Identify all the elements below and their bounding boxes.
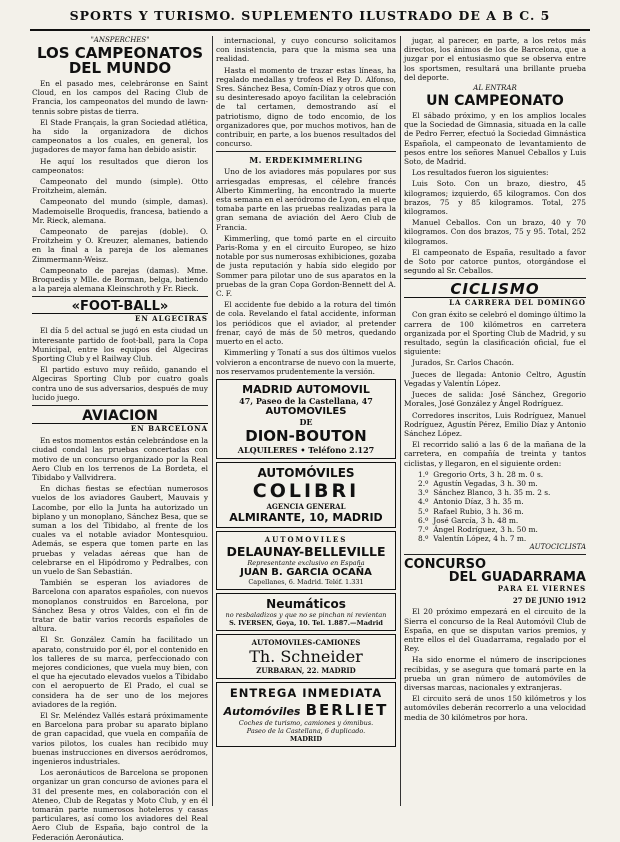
list-item: 6.º José García, 3 h. 48 m. xyxy=(418,515,519,525)
article-campeonatos xyxy=(32,79,208,293)
section-kicker: AL ENTRAR xyxy=(473,84,517,93)
ad-delaunay xyxy=(216,531,396,590)
column-1 xyxy=(32,36,208,842)
headline-guadarrama: DEL GUADARRAMA xyxy=(448,570,586,586)
ad-text: AUTOMÓVILES xyxy=(257,465,355,480)
ad-text: ALQUILERES • Teléfono 2.127 xyxy=(237,444,375,455)
paragraph: Corredores inscritos, Luis Rodríguez, Manuel Rodríguez, Agustín Pérez, Emilio Díaz y Antonio Sánchez López. xyxy=(404,410,586,438)
headline-un-campeonato: UN CAMPEONATO xyxy=(426,93,564,110)
ad-text: Paseo de la Castellana, 6 duplicado. xyxy=(246,726,366,735)
ad-text: ZURBARAN, 22. MADRID xyxy=(256,665,356,675)
paragraph: El día 5 del actual se jugó en esta ciudad un interesante partido de foot-ball, para la Copa Municipal, entre los equipos del Algeciras Sporting Club y el Railway Club. xyxy=(32,326,208,364)
list-item: 7.º Ángel Rodríguez, 3 h. 50 m. xyxy=(418,524,538,534)
ad-text: AUTOMOVILES xyxy=(265,405,347,417)
headline-concurso: CONCURSO xyxy=(404,557,486,573)
paragraph: El recorrido salió a las 6 de la mañana de la carretera, en compañía de treinta y tantos ciclistas, y llegaron, en el siguiente orden: xyxy=(404,440,586,468)
column-3 xyxy=(404,36,586,806)
ad-text: S. IVERSEN, Goya, 10. Tel. 1.887.—Madrid xyxy=(229,618,383,627)
column-rule xyxy=(212,36,213,806)
subhead-viernes: PARA EL VIERNES xyxy=(497,584,586,594)
list-item: 2.º Agustín Vegadas, 3 h. 30 m. xyxy=(418,478,538,488)
ad-text: DELAUNAY-BELLEVILLE xyxy=(226,543,386,559)
paragraph: He aquí los resultados que dieron los campeonatos: xyxy=(32,156,208,175)
divider xyxy=(32,405,208,406)
ad-schneider xyxy=(216,634,396,679)
ad-text: Representante exclusivo en España xyxy=(247,558,365,567)
results-list xyxy=(404,470,586,544)
paragraph: El Sr. González Camín ha facilitado un aparato, construido por él, por el contenido en los talleres de su marca, perfeccionado con mejores condiciones, que vuela muy bien, con el que ha ejecutado elevados vuelos a Tibidabo con el aeropuerto de El Prado, el cual se considera ha de ser uno de los mejores aviadores de la región. xyxy=(32,635,208,709)
ad-text: Capellanes, 6. Madrid. Teléf. 1.331 xyxy=(248,577,364,586)
ad-madrid-automovil xyxy=(216,379,396,459)
list-item: 8.º Valentín López, 4 h. 7 m. xyxy=(418,534,527,544)
ad-text: Neumáticos xyxy=(266,596,346,611)
headline-campeonatos: LOS CAMPEONATOS xyxy=(36,44,204,62)
paragraph: En dichas fiestas se efectúan numerosos vuelos de los aviadores Gaubert, Mauvais y Lacombe, por ello la Junta ha autorizado un biplano y un monoplano, Sánchez Besa, que se suman a los del Tibidabo, al frente de los cuales va el notable aviador Montesquiou. Además, se espera que tomen parte en las pruebas y veladas aéreas que han de celebrarse en el Hipódromo y Pedralbes, con un vuelo de San Sebastián. xyxy=(32,484,208,576)
paragraph: En estos momentos están celebrándose en la ciudad condal las pruebas concertadas con motivo de un concurso organizado por la Real Aero Club en los terrenos de La Bordeta, el Tibidabo y Vallvidrera. xyxy=(32,436,208,482)
ad-neumaticos xyxy=(216,593,396,631)
paragraph: Hasta el momento de trazar estas líneas, ha regalado medallas y trofeos el Rey D. Alfonso, Sres. Sánchez Besa, Comín-Díaz y otros que con su desinteresado apoyo facilitan la celebración de tal certamen, demostrando así el patriotismo, digno de todo encomio, de los organizadores que, por muchos motivos, han de contribuir, en parte, a los buenos resultados del concurso. xyxy=(216,65,396,149)
paragraph: Jueces de llegada: Antonio Celtro, Agustín Vegadas y Valentín López. xyxy=(404,369,586,388)
headline-kimmerling: M. ERDEKIMMERLING xyxy=(249,155,363,166)
ad-text: AUTOMOVILES-CAMIONES xyxy=(251,637,361,647)
ad-text: DE xyxy=(299,416,313,427)
page-header: SPORTS Y TURISMO. SUPLEMENTO ILUSTRADO DE A B C. 5 xyxy=(69,8,551,23)
divider xyxy=(216,151,396,152)
divider xyxy=(404,554,586,555)
ad-text: AGENCIA GENERAL xyxy=(266,501,346,511)
paragraph: Ha sido enorme el número de inscripciones recibidas, y se asegura que tomará parte en la prueba un gran número de automóviles de diversas marcas, nacionales y extranjeras. xyxy=(404,655,586,692)
ad-berliet xyxy=(216,682,396,747)
subhead-barcelona: EN BARCELONA xyxy=(32,423,208,433)
paragraph: Los aeronáuticos de Barcelona se proponen organizar un gran concurso de aviones para el 31 del presente mes, en colaboración con el Ateneo, Club de Regatas y Moto Club, y en él tomarán parte numerosos hoteleros y casas particulares, así como los aviadores del Real Aero Club de España, bajo control de la Federación Aeronáutica. xyxy=(32,768,208,842)
headline-ciclismo: CICLISMO xyxy=(450,280,540,299)
paragraph: Kimmerling, que tomó parte en el circuito Paris-Roma y en el circuito Europeo, se hizo notable por sus numerosas exhibiciones, gozaba de justa reputación y había sido elegido por Sommer para pilotar uno de sus aparatos en la pruebas de la gran Copa Gordon-Bennett del A. C. F. xyxy=(216,233,396,299)
ad-text: MADRID xyxy=(290,734,322,743)
divider xyxy=(404,278,586,279)
ad-text: DION-BOUTON xyxy=(245,426,367,445)
paragraph: El circuito será de unos 150 kilómetros y los automóviles deberán recorrerlo a una velocidad media de 30 kilómetros por hora. xyxy=(404,694,586,722)
paragraph: En el pasado mes, celebráronse en Saint Cloud, en los campos del Racing Club de Francia, los campeonatos del mundo de lawn-tennis sobre pistas de tierra. xyxy=(32,79,208,116)
column-rule xyxy=(400,36,401,806)
paragraph: Campeonato de parejas (doble). O. Froitzheim y O. Kreuzer, alemanes, batiendo en la final a la pareja de los alemanes Zimmermann-Weisz. xyxy=(32,227,208,264)
paragraph: El Stade Français, la gran Sociedad atlética, ha sido la organizadora de dichos campeonatos a los cuales, en general, los jugadores de mayor fama han debido asistir. xyxy=(32,117,208,155)
paragraph: internacional, y cuyo concurso solicitamos con insistencia, para que la misma sea una realidad. xyxy=(216,36,396,64)
paragraph: El 20 próximo empezará en el circuito de la Sierra el concurso de la Real Automóvil Club de España, en que se disputan varios premios, y entre ellos el del Guadarrama, regalado por el Rey. xyxy=(404,607,586,654)
subhead-date: 27 DE JUNIO 1912 xyxy=(512,596,586,606)
ad-text: Coches de turismo, camiones y ómnibus. xyxy=(238,718,374,727)
ad-text: BERLIET xyxy=(305,700,389,719)
paragraph: El partido estuvo muy reñido, ganando el Algeciras Sporting Club por cuatro goals contra uno de sus adversarios, después de muy lucido juego. xyxy=(32,365,208,402)
paragraph: El sábado próximo, y en los amplios locales que la Sociedad de Gimnasia, situada en la calle de Pedro Ferrer, efectuó la Sociedad Gimnástica Española, el campeonato de levantamiento de pesos entre los señores Manuel Ceballos y Luis Soto, de Madrid. xyxy=(404,111,586,167)
paragraph: jugar, al parecer, en parte, a los retos más directos, los ánimos de los de Barcelona, que a juzgar por el entusiasmo que se observa entre los sportsmen, resultará una brillante prueba del deporte. xyxy=(404,36,586,82)
signature: AUTOCICLISTA xyxy=(529,543,586,552)
paragraph: Los resultados fueron los siguientes: xyxy=(412,168,549,178)
divider xyxy=(32,296,208,297)
paragraph: Jueces de salida: José Sánchez, Gregorio Morales, José González y Ángel Rodríguez. xyxy=(404,390,586,409)
subhead-carrera: LA CARRERA DEL DOMINGO xyxy=(404,297,586,307)
paragraph: Campeonato del mundo (simple). Otto Froitzheim, alemán. xyxy=(32,177,208,196)
list-item: 3.º Sánchez Blanco, 3 h. 35 m. 2 s. xyxy=(418,488,551,498)
paragraph: El campeonato de España, resultado a favor de Soto por catorce puntos, otorgándose el segundo al Sr. Ceballos. xyxy=(404,247,586,276)
paragraph: El Sr. Meléndez Vallés estará próximamente en Barcelona para probar su aparato biplano de gran capacidad, que vuela en compañía de varios pilotos, los cuales han recibido muy buenas instrucciones en diversos aeródromos, ingenieros industriales. xyxy=(32,710,208,766)
ad-text: ENTREGA INMEDIATA xyxy=(229,685,383,700)
paragraph: Campeonato de parejas (damas). Mme. Broquedis y Mlle. de Borman, belga, batiendo a la pareja alemana Kleinschroth y Fr. Rieck. xyxy=(32,265,208,294)
ad-text: COLIBRI xyxy=(252,479,360,502)
ad-text: JUAN B. GARCIA OCAÑA xyxy=(240,566,372,578)
ad-text: Automóviles xyxy=(223,704,301,718)
paragraph: Uno de los aviadores más populares por sus arriesgadas empresas, el célebre francés Alberto Kimmerling, ha encontrado la muerte esta semana en el aeródromo de Lyon, en el que tomaba parte en las pruebas realizadas para la gran semana de aviación del Aero Club de Francia. xyxy=(216,167,396,232)
paragraph: Campeonato del mundo (simple, damas). Mademoiselle Broquedis, francesa, batiendo a Mr. Rieck, alemana. xyxy=(32,197,208,225)
headline-football: «FOOT-BALL» xyxy=(71,299,169,315)
ad-text: AUTOMOVILES xyxy=(264,534,348,544)
ad-text: ALMIRANTE, 10, MADRID xyxy=(229,510,383,524)
ad-text: 47, Paseo de la Castellana, 47 xyxy=(239,395,373,406)
ad-text: Th. Schneider xyxy=(249,646,363,666)
paragraph: El accidente fue debido a la rotura del timón de cola. Revelando el fatal accidente, informan los periódicos que el aviador, al pretender frenar, cayó de más de 50 metros, quedando muerto en el acto. xyxy=(216,300,396,347)
subhead-algeciras: EN ALGECIRAS xyxy=(32,313,208,323)
column-2 xyxy=(216,36,396,806)
ad-text: MADRID AUTOMOVIL xyxy=(242,382,370,396)
header-rule xyxy=(30,29,590,31)
paragraph: Kimmerling y Tonatí a sus dos últimos vuelos volvieron a encontrarse de nuevo con la muerte, nos reservamos prudentemente la versión. xyxy=(216,348,396,376)
list-item: 5.º Rafael Rubio, 3 h. 36 m. xyxy=(418,506,524,516)
list-item: 4.º Antonio Díaz, 3 h. 35 m. xyxy=(418,497,524,507)
headline-del-mundo: DEL MUNDO xyxy=(68,59,172,77)
paragraph: Con gran éxito se celebró el domingo último la carrera de 100 kilómetros en carretera organizada por el Sporting Club de Madrid, y su resultado, según la clasificación oficial, fue el siguiente: xyxy=(404,310,586,357)
section-kicker: "ANSPERCHES" xyxy=(90,36,150,44)
ad-text: no resbaladizos y que no se pinchan ni revientan xyxy=(225,610,387,619)
headline-aviacion: AVIACION xyxy=(82,408,158,425)
list-item: 1.º Gregorio Orts, 3 h. 28 m. 0 s. xyxy=(418,469,544,479)
paragraph: Luis Soto. Con un brazo, diestro, 45 kilogramos; izquierdo, 65 kilogramos. Con dos brazos, 75 y 85 kilogramos. Total, 275 kilogramos. xyxy=(404,179,586,217)
ad-colibri xyxy=(216,462,396,528)
paragraph: También se esperan los aviadores de Barcelona con aparatos españoles, con nuevos monoplanos construidos en Barcelona, por Sánchez Besa y otros Valdes, con el fin de tratar de batir varios records españoles de altura. xyxy=(32,578,208,634)
paragraph: Manuel Ceballos. Con un brazo, 40 y 70 kilogramos. Con dos brazos, 75 y 95. Total, 252 kilogramos. xyxy=(404,218,586,246)
paragraph: Jurados, Sr. Carlos Chacón. xyxy=(412,358,514,368)
